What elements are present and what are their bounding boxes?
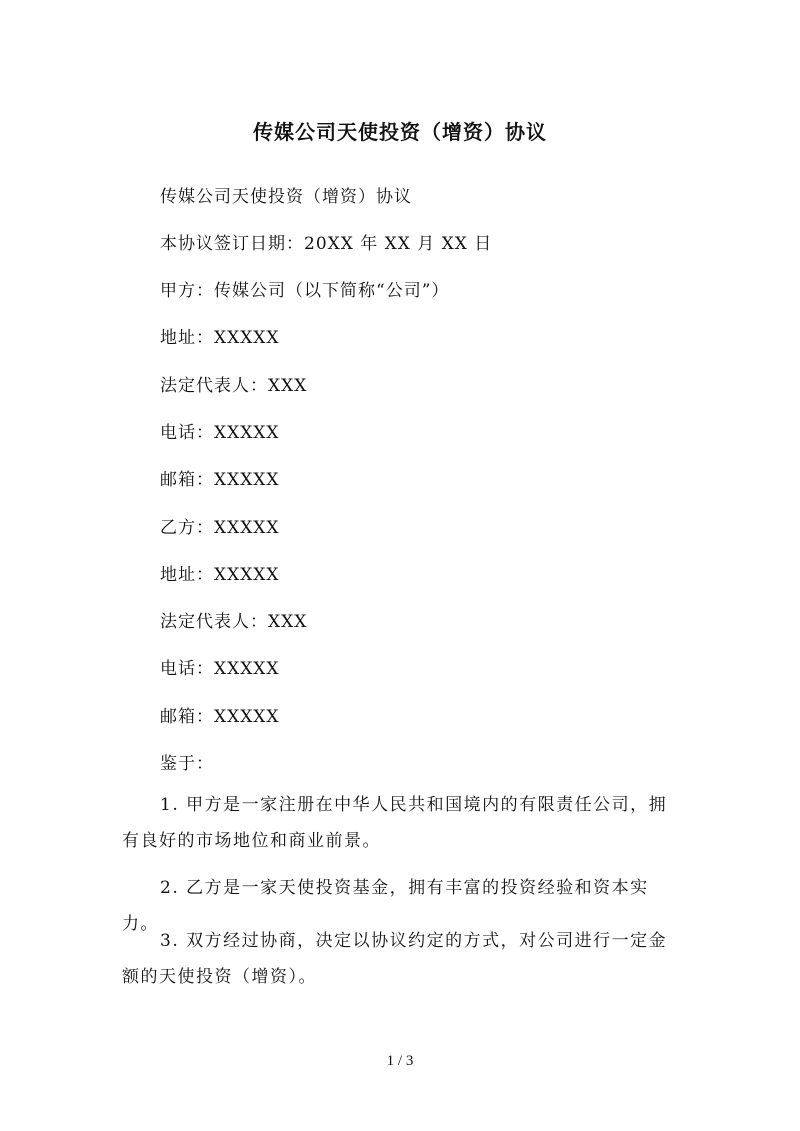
- whereas-clause-1: 1. 甲方是一家注册在中华人民共和国境内的有限责任公司，拥有良好的市场地位和商业前景。: [122, 795, 668, 851]
- party-a-phone-line: 电话：XXXXX: [160, 423, 280, 443]
- subtitle-line: 传媒公司天使投资（增资）协议: [160, 187, 412, 207]
- signing-date-line: 本协议签订日期：20XX 年 XX 月 XX 日: [160, 234, 493, 254]
- party-b-phone-line: 电话：XXXXX: [160, 659, 280, 679]
- party-b-address-line: 地址：XXXXX: [160, 565, 280, 585]
- whereas-clause-2: 2. 乙方是一家天使投资基金，拥有丰富的投资经验和资本实力。: [122, 878, 649, 934]
- party-a-email-line: 邮箱：XXXXX: [160, 470, 280, 490]
- page-number: 1 / 3: [386, 1053, 414, 1069]
- document-title: 传媒公司天使投资（增资）协议: [253, 120, 547, 144]
- whereas-clause-3: 3. 双方经过协商，决定以协议约定的方式，对公司进行一定金额的天使投资（增资）。: [122, 931, 668, 987]
- party-a-address-line: 地址：XXXXX: [160, 328, 280, 348]
- party-b-email-line: 邮箱：XXXXX: [160, 707, 280, 727]
- party-a-representative-line: 法定代表人：XXX: [160, 376, 308, 396]
- party-a-line: 甲方：传媒公司（以下简称“公司”）: [160, 281, 450, 301]
- party-b-line: 乙方：XXXXX: [160, 518, 280, 538]
- party-b-representative-line: 法定代表人：XXX: [160, 612, 308, 632]
- whereas-heading: 鉴于：: [160, 754, 214, 774]
